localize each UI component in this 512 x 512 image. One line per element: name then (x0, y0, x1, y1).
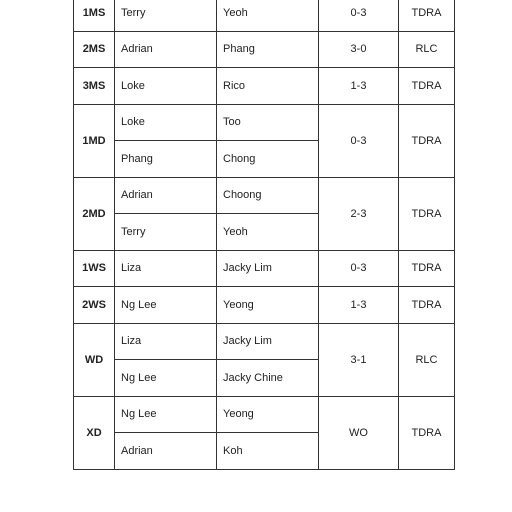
team1-player-cell: Terry (115, 214, 217, 251)
team2-player-cell: Rico (217, 68, 319, 105)
score-cell: 0-3 (319, 250, 399, 287)
event-cell: 3MS (74, 68, 115, 105)
team2-player-cell: Yeoh (217, 214, 319, 251)
winner-cell: TDRA (399, 68, 455, 105)
team2-player-cell: Too (217, 104, 319, 141)
team2-player-cell: Yeong (217, 396, 319, 433)
team2-player-cell: Choong (217, 177, 319, 214)
event-cell: 2MD (74, 177, 115, 250)
table-row (74, 0, 455, 31)
event-cell: 2WS (74, 287, 115, 324)
score-cell: WO (319, 396, 399, 469)
event-cell: 1WS (74, 250, 115, 287)
team1-player-cell: Ng Lee (115, 287, 217, 324)
table-row (74, 396, 455, 433)
team2-player-cell: Koh (217, 433, 319, 470)
table-row (74, 104, 455, 141)
event-cell: 2MS (74, 31, 115, 68)
team1-player-cell: Terry (115, 0, 217, 31)
team1-player-cell: Liza (115, 250, 217, 287)
winner-cell: TDRA (399, 104, 455, 177)
event-cell: WD (74, 323, 115, 396)
score-cell: 2-3 (319, 177, 399, 250)
winner-cell: RLC (399, 31, 455, 68)
team2-player-cell: Jacky Lim (217, 250, 319, 287)
team1-player-cell: Adrian (115, 177, 217, 214)
table-row (74, 31, 455, 68)
score-cell: 0-3 (319, 0, 399, 31)
results-table-body (74, 0, 455, 469)
event-cell: 1MS (74, 0, 115, 31)
team1-player-cell: Phang (115, 141, 217, 178)
table-row (74, 68, 455, 105)
score-cell: 1-3 (319, 68, 399, 105)
winner-cell: TDRA (399, 177, 455, 250)
team2-player-cell: Yeong (217, 287, 319, 324)
score-cell: 0-3 (319, 104, 399, 177)
team1-player-cell: Liza (115, 323, 217, 360)
winner-cell: TDRA (399, 287, 455, 324)
table-row (74, 323, 455, 360)
team2-player-cell: Yeoh (217, 0, 319, 31)
team1-player-cell: Loke (115, 68, 217, 105)
team2-player-cell: Jacky Lim (217, 323, 319, 360)
score-cell: 3-0 (319, 31, 399, 68)
score-cell: 1-3 (319, 287, 399, 324)
team1-player-cell: Loke (115, 104, 217, 141)
event-cell: 1MD (74, 104, 115, 177)
event-cell: XD (74, 396, 115, 469)
team1-player-cell: Adrian (115, 433, 217, 470)
team1-player-cell: Adrian (115, 31, 217, 68)
table-row (74, 177, 455, 214)
team1-player-cell: Ng Lee (115, 360, 217, 397)
winner-cell: TDRA (399, 250, 455, 287)
team2-player-cell: Phang (217, 31, 319, 68)
team2-player-cell: Chong (217, 141, 319, 178)
team2-player-cell: Jacky Chine (217, 360, 319, 397)
team1-player-cell: Ng Lee (115, 396, 217, 433)
results-table (73, 0, 455, 470)
table-row (74, 250, 455, 287)
winner-cell: TDRA (399, 0, 455, 31)
winner-cell: TDRA (399, 396, 455, 469)
table-row (74, 287, 455, 324)
winner-cell: RLC (399, 323, 455, 396)
score-cell: 3-1 (319, 323, 399, 396)
